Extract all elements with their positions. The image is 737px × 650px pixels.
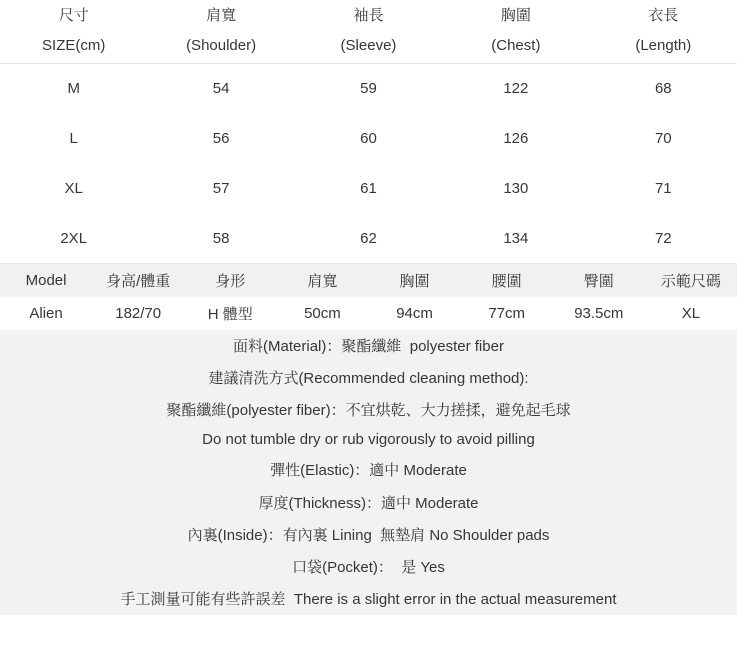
cell-chest: 126 <box>503 129 529 147</box>
size-chart-table <box>0 0 737 263</box>
model-header-body-shape: 身形 <box>184 264 276 297</box>
cell-length: 71 <box>654 179 672 197</box>
model-header-chest: 胸圍 <box>369 264 461 297</box>
cell-chest: 134 <box>503 229 529 247</box>
cell-sleeve: 59 <box>360 79 377 97</box>
cell-length: 70 <box>654 129 672 147</box>
header-en-chest: (Chest) <box>491 37 541 55</box>
model-hip: 93.5cm <box>574 304 624 322</box>
size-header-cell-shoulder <box>147 0 294 63</box>
info-inside: 內裏(Inside)：有內裏 Lining 無墊肩 No Shoulder pads <box>187 526 550 544</box>
model-header-waist: 腰圍 <box>461 264 553 297</box>
size-header-cell-length <box>590 0 737 63</box>
model-header-demo-size: 示範尺碼 <box>645 264 737 297</box>
model-header-model: Model <box>0 264 92 297</box>
cell-size: XL <box>64 179 83 197</box>
cell-shoulder: 54 <box>212 79 230 97</box>
info-cleaning-title: 建議清洗方式(Recommended cleaning method): <box>208 370 529 388</box>
size-row-m <box>0 63 737 113</box>
product-info-section <box>0 330 737 615</box>
info-pocket: 口袋(Pocket)： 是 Yes <box>292 558 445 576</box>
model-height-weight: 182/70 <box>115 304 162 322</box>
cell-shoulder: 58 <box>212 229 230 247</box>
model-header-hip: 臀圍 <box>553 264 645 297</box>
cell-size: 2XL <box>60 229 88 247</box>
model-header-height-weight: 身高/體重 <box>92 264 184 297</box>
model-data-row <box>0 297 737 330</box>
cell-size: L <box>69 129 78 147</box>
header-en-size: SIZE(cm) <box>42 37 106 55</box>
header-zh-size: 尺寸 <box>58 7 89 25</box>
header-zh-shoulder: 肩寬 <box>206 7 237 25</box>
cell-sleeve: 60 <box>360 129 377 147</box>
cell-length: 72 <box>654 229 672 247</box>
cell-chest: 130 <box>503 179 529 197</box>
model-header-row <box>0 264 737 297</box>
info-cleaning-en: Do not tumble dry or rub vigorously to avoid pilling <box>202 431 535 449</box>
model-chest: 94cm <box>396 304 433 322</box>
header-zh-length: 衣長 <box>648 7 679 25</box>
model-header-shoulder: 肩寬 <box>276 264 368 297</box>
cell-length: 68 <box>654 79 672 97</box>
info-material: 面料(Material)：聚酯纖維 polyester fiber <box>233 338 504 356</box>
model-shoulder: 50cm <box>304 304 341 322</box>
cell-shoulder: 57 <box>212 179 230 197</box>
size-header-cell-chest <box>442 0 589 63</box>
model-name: Alien <box>29 304 63 322</box>
info-elastic: 彈性(Elastic)：適中 Moderate <box>270 462 467 480</box>
size-header-cell-size <box>0 0 147 63</box>
header-zh-sleeve: 袖長 <box>353 7 384 25</box>
model-body-shape: H 體型 <box>207 305 253 323</box>
size-row-l <box>0 113 737 163</box>
size-row-xl <box>0 163 737 213</box>
cell-sleeve: 62 <box>360 229 377 247</box>
info-thickness: 厚度(Thickness)：適中 Moderate <box>258 494 479 512</box>
info-measurement-note: 手工測量可能有些許誤差 There is a slight error in the actual measurement <box>120 590 617 608</box>
model-demo-size: XL <box>681 304 701 322</box>
header-zh-chest: 胸圍 <box>500 7 531 25</box>
size-header-cell-sleeve <box>295 0 442 63</box>
header-en-sleeve: (Sleeve) <box>340 37 397 55</box>
model-waist: 77cm <box>488 304 526 322</box>
cell-shoulder: 56 <box>212 129 230 147</box>
model-info-table <box>0 263 737 330</box>
cell-size: M <box>67 79 80 97</box>
header-en-length: (Length) <box>635 37 692 55</box>
info-cleaning-zh: 聚酯纖維(polyester fiber)：不宜烘乾、大力搓揉，避免起毛球 <box>166 402 571 420</box>
header-en-shoulder: (Shoulder) <box>186 37 257 55</box>
cell-chest: 122 <box>503 79 529 97</box>
size-row-2xl <box>0 213 737 263</box>
size-chart-header-row <box>0 0 737 63</box>
cell-sleeve: 61 <box>360 179 377 197</box>
